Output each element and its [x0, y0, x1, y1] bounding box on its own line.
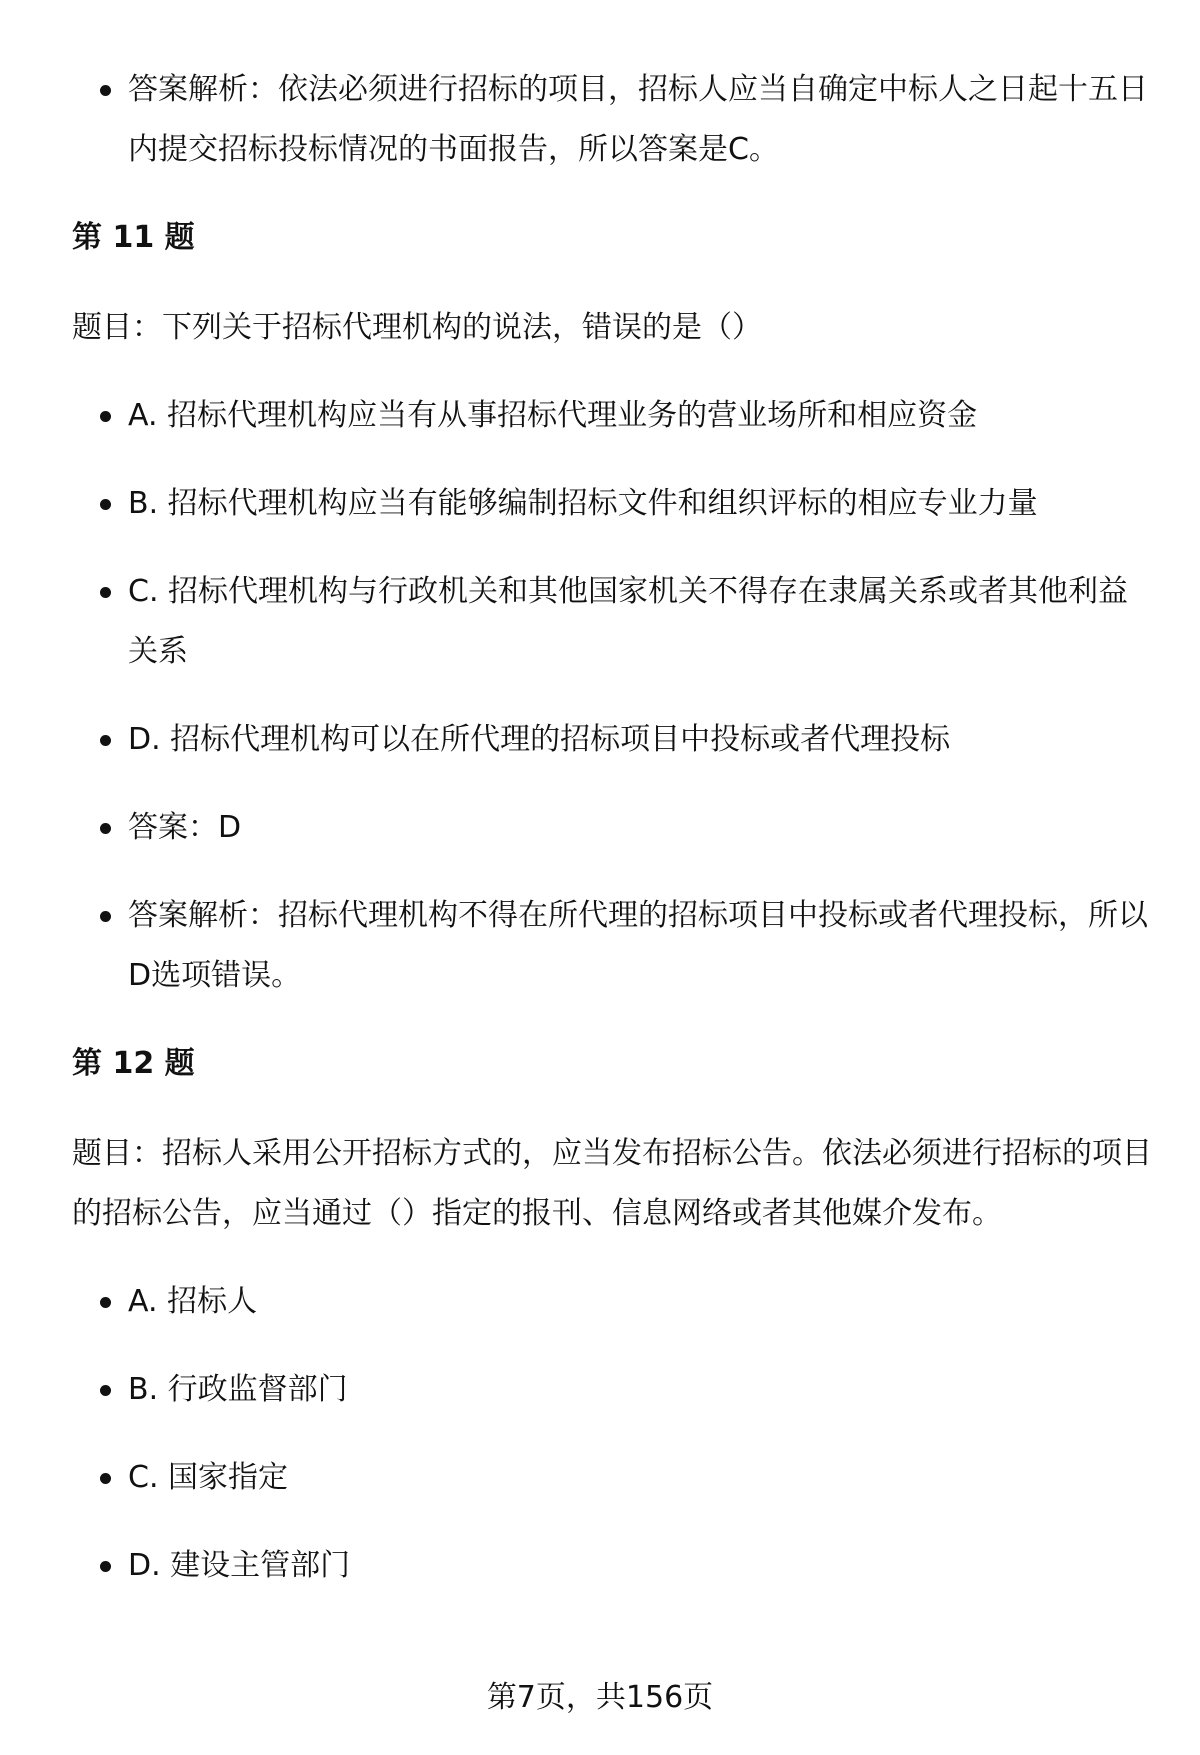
question-11-option-a: A. 招标代理机构应当有从事招标代理业务的营业场所和相应资金	[72, 386, 1152, 446]
question-11-answer: 答案：D	[72, 798, 1152, 858]
page-number: 第7页，共156页	[486, 1680, 714, 1715]
question-11-stem: 题目：下列关于招标代理机构的说法，错误的是（）	[72, 310, 762, 345]
question-12-stem: 题目：招标人采用公开招标方式的，应当发布招标公告。依法必须进行招标的项目的招标公告，应当通过（）指定的报刊、信息网络或者其他媒介发布。	[72, 1136, 1152, 1231]
question-11-option-d: D. 招标代理机构可以在所代理的招标项目中投标或者代理投标	[72, 710, 1152, 770]
document-page	[72, 60, 1152, 1624]
prev-explanation: 答案解析：依法必须进行招标的项目，招标人应当自确定中标人之日起十五日内提交招标投标情况的书面报告，所以答案是C。	[72, 60, 1152, 180]
question-12-option-b: B. 行政监督部门	[72, 1360, 1152, 1420]
question-11-option-c: C. 招标代理机构与行政机关和其他国家机关不得存在隶属关系或者其他利益关系	[72, 562, 1152, 682]
question-12-option-d: D. 建设主管部门	[72, 1536, 1152, 1596]
question-11-option-b: B. 招标代理机构应当有能够编制招标文件和组织评标的相应专业力量	[72, 474, 1152, 534]
question-11-explanation: 答案解析：招标代理机构不得在所代理的招标项目中投标或者代理投标，所以D选项错误。	[72, 886, 1152, 1006]
question-12-option-c: C. 国家指定	[72, 1448, 1152, 1508]
question-12-heading: 第 12 题	[72, 1046, 195, 1081]
question-11-heading: 第 11 题	[72, 220, 195, 255]
question-12-option-a: A. 招标人	[72, 1272, 1152, 1332]
